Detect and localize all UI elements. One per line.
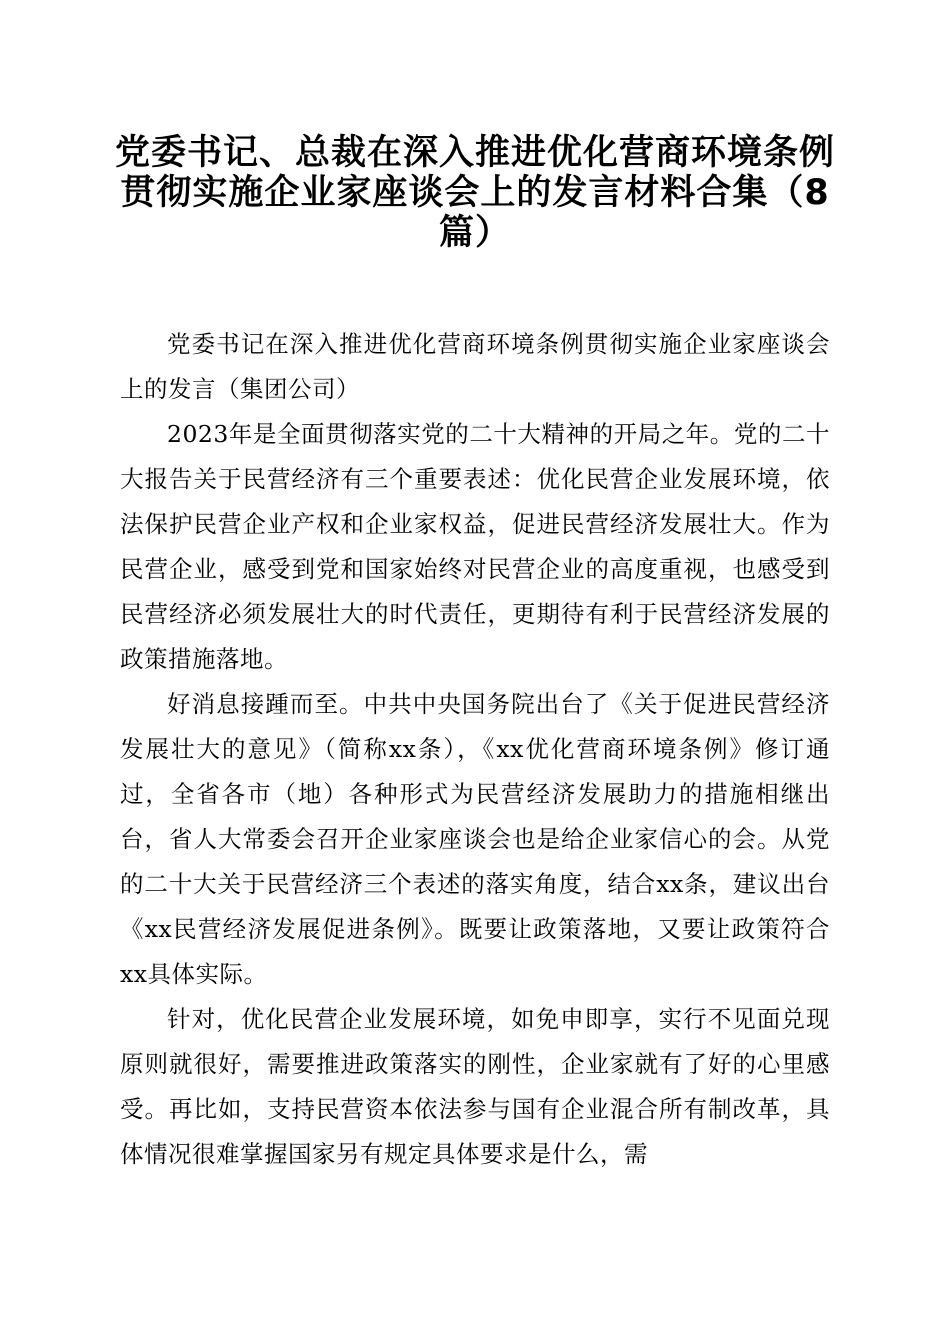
title-line-2: 贯彻实施企业家座谈会上的发言材料合集（8 bbox=[120, 173, 830, 213]
document-body bbox=[120, 322, 830, 1177]
paragraph-3: 针对，优化民营企业发展环境，如免申即享，实行不见面兑现原则就很好，需要推进政策落实的刚性，企业家就有了好的心里感受。再比如，支持民营资本依法参与国有企业混合所有制改革，具体情况很难掌握国家另有规定具体要求是什么，需 bbox=[120, 1005, 830, 1168]
document-title bbox=[100, 133, 850, 253]
paragraph-subtitle: 党委书记在深入推进优化营商环境条例贯彻实施企业家座谈会上的发言（集团公司） bbox=[120, 330, 830, 403]
title-line-1: 党委书记、总裁在深入推进优化营商环境条例 bbox=[114, 133, 835, 173]
paragraph-2: 好消息接踵而至。中共中央国务院出台了《关于促进民营经济发展壮大的意见》（简称xx条），《xx优化营商环境条例》修订通过，全省各市（地）各种形式为民营经济发展助力的措施相继出台，省人大常委会召开企业家座谈会也是给企业家信心的会。从党的二十大关于民营经济三个表述的落实角度，结合xx条，建议出台《xx民营经济发展促进条例》。既要让政策落地，又要让政策符合xx具体实际。 bbox=[120, 690, 830, 988]
title-line-3: 篇） bbox=[438, 213, 511, 253]
paragraph-1: 2023年是全面贯彻落实党的二十大精神的开局之年。党的二十大报告关于民营经济有三个重要表述：优化民营企业发展环境，依法保护民营企业产权和企业家权益，促进民营经济发展壮大。作为民营企业，感受到党和国家始终对民营企业的高度重视，也感受到民营经济必须发展壮大的时代责任，更期待有利于民营经济发展的政策措施落地。 bbox=[120, 420, 830, 673]
